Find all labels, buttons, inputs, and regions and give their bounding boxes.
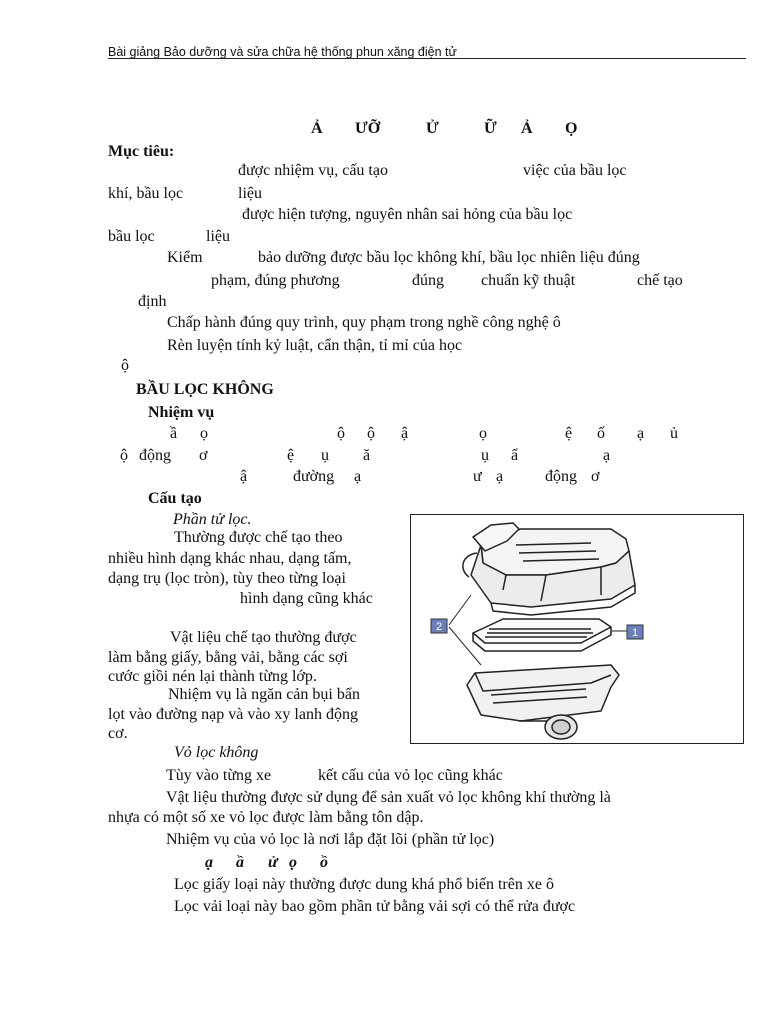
duty-fragment: ộ xyxy=(337,425,345,442)
element-heading: Phần tử lọc. xyxy=(173,511,252,528)
duty-fragment: ạ xyxy=(354,468,362,485)
objective-text: Chấp hành đúng quy trình, quy phạm trong nghề công nghệ ô xyxy=(167,314,561,331)
duty-fragment: ă xyxy=(363,447,371,464)
objective-text: Kiểm xyxy=(167,249,203,266)
housing-text: nhựa có một số xe vỏ lọc được làm bằng tôn dập. xyxy=(108,809,424,826)
material-text: cước giồi nén lại thành từng lớp. xyxy=(108,668,317,685)
types-text: Lọc giấy loại này thường được dung khá phổ biến trên xe ô xyxy=(174,876,554,893)
housing-text: kết cấu của vỏ lọc cũng khác xyxy=(318,767,503,784)
objective-text: liệu xyxy=(206,228,230,245)
objective-text: được nhiệm vụ, cấu tạo xyxy=(238,162,388,179)
objective-text: Rèn luyện tính kỷ luật, cẩn thận, tỉ mỉ của học xyxy=(167,337,463,354)
title-fragment: Ả xyxy=(521,120,533,137)
housing-heading: Vỏ lọc không xyxy=(174,744,259,761)
duty-fragment: ọ xyxy=(200,425,208,442)
filter-element-drawing xyxy=(473,619,611,651)
objective-text: đúng xyxy=(412,272,444,289)
objective-text: liệu xyxy=(238,185,262,202)
material-text: làm bằng giấy, bằng vải, bằng các sợi xyxy=(108,649,348,666)
housing-text: Vật liệu thường được sử dụng để sản xuất vỏ lọc không khí thường là xyxy=(166,789,611,806)
title-fragment: ƯỠ xyxy=(355,120,381,137)
objective-text: phạm, đúng phương xyxy=(211,272,340,289)
objective-text: ộ xyxy=(121,357,129,374)
duty-fragment: ầ xyxy=(170,425,178,442)
structure-heading: Cấu tạo xyxy=(148,490,202,507)
duty-fragment: ạ xyxy=(603,447,611,464)
types-heading-fragment: ầ xyxy=(236,854,244,871)
title-fragment: Ọ xyxy=(565,120,578,137)
duty-fragment: ẩ xyxy=(511,447,519,464)
duty-fragment: ạ xyxy=(637,425,645,442)
objective-text: được hiện tượng, nguyên nhân sai hỏng của bầu lọc xyxy=(242,206,573,223)
types-heading-fragment: ồ xyxy=(320,854,328,871)
objective-text: bảo dưỡng được bầu lọc không khí, bầu lọc nhiên liệu đúng xyxy=(258,249,640,266)
lower-housing-drawing xyxy=(467,665,619,739)
duty-fragment: ệ xyxy=(287,447,295,464)
header-divider xyxy=(108,58,746,59)
upper-housing-drawing xyxy=(463,523,635,615)
callout-label: 2 xyxy=(435,621,443,633)
types-heading-fragment: ạ xyxy=(205,854,213,871)
duty-fragment: ụ xyxy=(481,447,489,464)
duty-fragment: ố xyxy=(597,425,605,442)
section-title: BẦU LỌC KHÔNG xyxy=(136,381,274,398)
duty-fragment: động xyxy=(139,447,171,464)
material-text: Nhiệm vụ là ngăn cản bụi bẩn xyxy=(168,686,360,703)
types-heading-fragment: ử xyxy=(268,854,278,871)
objective-text: chế tạo xyxy=(637,272,683,289)
types-heading-fragment: ọ xyxy=(289,854,297,871)
duty-fragment: ủ xyxy=(670,425,678,442)
duty-fragment: ộ xyxy=(120,447,128,464)
objective-text: bầu lọc xyxy=(108,228,155,245)
duty-fragment: ơ xyxy=(591,468,600,485)
types-text: Lọc vải loại này bao gồm phần tử bằng vải sợi có thể rửa được xyxy=(174,898,576,915)
duty-fragment: ư xyxy=(473,468,482,485)
duty-fragment: ậ xyxy=(240,468,248,485)
element-text: Thường được chế tạo theo xyxy=(174,529,343,546)
housing-text: Nhiệm vụ của vỏ lọc là nơi lắp đặt lõi (phần tử lọc) xyxy=(166,831,495,848)
air-filter-figure xyxy=(410,514,744,744)
duty-fragment: đường xyxy=(293,468,335,485)
title-fragment: Ử xyxy=(426,120,439,137)
duty-fragment: ạ xyxy=(496,468,504,485)
objective-text: định xyxy=(138,293,167,310)
material-text: Vật liệu chế tạo thường được xyxy=(170,629,357,646)
duty-fragment: ộ xyxy=(367,425,375,442)
duty-fragment: ậ xyxy=(401,425,409,442)
objective-text: khí, bầu lọc xyxy=(108,185,184,202)
housing-text: Tùy vào từng xe xyxy=(166,767,272,784)
material-text: lọt vào đường nạp và vào xy lanh động xyxy=(108,706,358,723)
air-filter-drawing xyxy=(411,515,743,743)
duty-fragment: ơ xyxy=(199,447,208,464)
element-text: nhiều hình dạng khác nhau, dạng tấm, xyxy=(108,550,352,567)
callout-label: 1 xyxy=(631,627,639,639)
title-fragment: Ả xyxy=(311,120,323,137)
element-text: dạng trụ (lọc tròn), tùy theo từng loại xyxy=(108,570,346,587)
duty-fragment: ọ xyxy=(479,425,487,442)
duty-fragment: động xyxy=(545,468,577,485)
duty-heading: Nhiệm vụ xyxy=(148,404,215,421)
objectives-heading: Mục tiêu: xyxy=(108,143,175,160)
duty-fragment: ụ xyxy=(321,447,329,464)
duty-fragment: ệ xyxy=(565,425,573,442)
header-text: Bài giảng Bảo dưỡng và sửa chữa hệ thống phun xăng điện tử xyxy=(108,45,457,59)
element-text: hình dạng cũng khác xyxy=(240,590,373,607)
material-text: cơ. xyxy=(108,725,128,742)
objective-text: chuẩn kỹ thuật xyxy=(481,272,576,289)
objective-text: việc của bầu lọc xyxy=(523,162,627,179)
title-fragment: Ữ xyxy=(484,120,497,137)
